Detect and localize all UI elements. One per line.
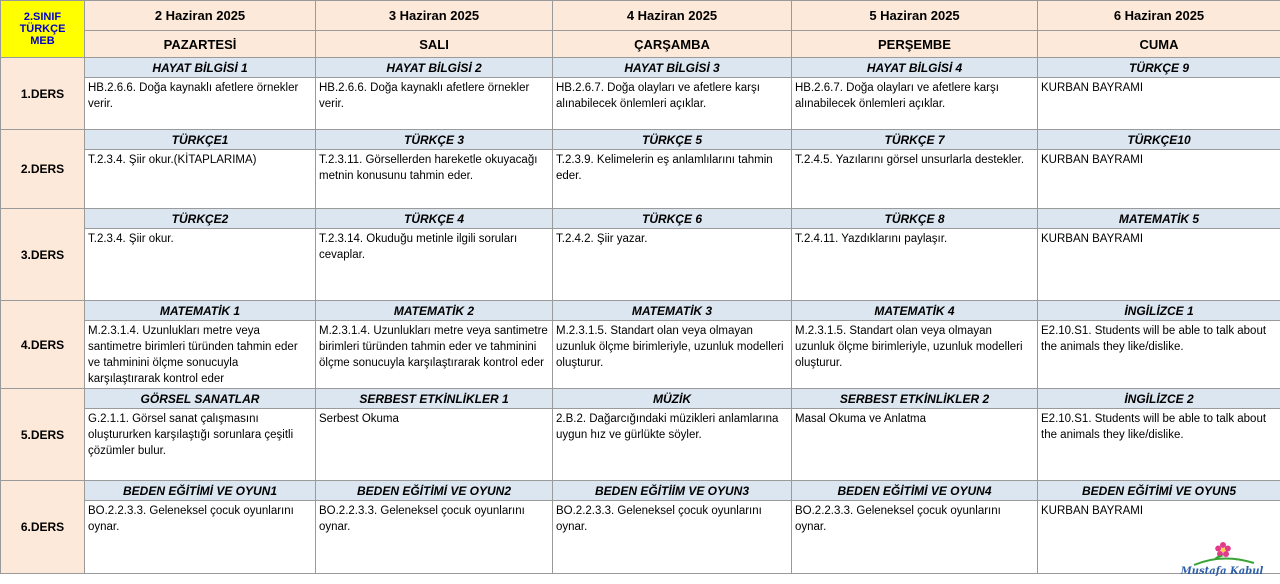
lesson-subject: BEDEN EĞİTİİM VE OYUN3 (553, 481, 792, 501)
lesson-objective: KURBAN BAYRAMI (1038, 229, 1280, 301)
lesson-subject: TÜRKÇE 4 (316, 209, 553, 229)
lesson-objective: T.2.3.4. Şiir okur. (85, 229, 316, 301)
lesson-objective: Masal Okuma ve Anlatma (792, 409, 1038, 481)
lesson-objective: T.2.3.9. Kelimelerin eş anlamlılarını tahmin eder. (553, 150, 792, 209)
period-label: 2.DERS (1, 130, 85, 209)
class-subject: TÜRKÇE (1, 23, 84, 35)
lesson-subject: TÜRKÇE1 (85, 130, 316, 150)
subject-row (1, 209, 1280, 229)
lesson-subject: MATEMATİK 5 (1038, 209, 1280, 229)
lesson-subject: BEDEN EĞİTİMİ VE OYUN2 (316, 481, 553, 501)
lesson-subject: TÜRKÇE 3 (316, 130, 553, 150)
date-header: 3 Haziran 2025 (316, 1, 553, 31)
date-header: 6 Haziran 2025 (1038, 1, 1280, 31)
lesson-objective: M.2.3.1.5. Standart olan veya olmayan uzunluk ölçme birimleriyle, uzunluk modelleri oluşturur. (553, 321, 792, 389)
subject-row (1, 130, 1280, 150)
class-title-cell (1, 1, 85, 58)
lesson-subject: TÜRKÇE2 (85, 209, 316, 229)
lesson-objective: BO.2.2.3.3. Geleneksel çocuk oyunlarını oynar. (316, 501, 553, 574)
period-label: 3.DERS (1, 209, 85, 301)
lesson-subject: TÜRKÇE 8 (792, 209, 1038, 229)
description-row (1, 409, 1280, 481)
lesson-subject: TÜRKÇE 6 (553, 209, 792, 229)
lesson-objective: KURBAN BAYRAMI (1038, 150, 1280, 209)
description-row (1, 501, 1280, 574)
lesson-objective: M.2.3.1.5. Standart olan veya olmayan uzunluk ölçme birimleriyle, uzunluk modelleri oluşturur. (792, 321, 1038, 389)
lesson-objective: 2.B.2. Dağarcığındaki müzikleri anlamlarına uygun hız ve gürlükte söyler. (553, 409, 792, 481)
lesson-objective: M.2.3.1.4. Uzunlukları metre veya santimetre birimleri türünden tahmin eder ve tahminini ölçme sonucuyla karşılaştırarak kontrol eder (316, 321, 553, 389)
lesson-objective: E2.10.S1. Students will be able to talk about the animals they like/dislike. (1038, 409, 1280, 481)
day-header: CUMA (1038, 31, 1280, 58)
lesson-objective: Serbest Okuma (316, 409, 553, 481)
lesson-subject: TÜRKÇE 5 (553, 130, 792, 150)
lesson-subject: TÜRKÇE 9 (1038, 58, 1280, 78)
lesson-subject: SERBEST ETKİNLİKLER 2 (792, 389, 1038, 409)
subject-row (1, 301, 1280, 321)
lesson-objective: M.2.3.1.4. Uzunlukları metre veya santimetre birimleri türünden tahmin eder ve tahminini ölçme sonucuyla karşılaştırarak kontrol eder (85, 321, 316, 389)
lesson-objective: HB.2.6.6. Doğa kaynaklı afetlere örnekler verir. (85, 78, 316, 130)
subject-row (1, 389, 1280, 409)
lesson-subject: HAYAT BİLGİSİ 4 (792, 58, 1038, 78)
lesson-subject: BEDEN EĞİTİMİ VE OYUN1 (85, 481, 316, 501)
lesson-objective: BO.2.2.3.3. Geleneksel çocuk oyunlarını oynar. (553, 501, 792, 574)
period-label: 6.DERS (1, 481, 85, 574)
period-label: 1.DERS (1, 58, 85, 130)
date-header: 4 Haziran 2025 (553, 1, 792, 31)
lesson-subject: MATEMATİK 4 (792, 301, 1038, 321)
day-header: PAZARTESİ (85, 31, 316, 58)
lesson-subject: MATEMATİK 2 (316, 301, 553, 321)
day-header: PERŞEMBE (792, 31, 1038, 58)
lesson-subject: HAYAT BİLGİSİ 3 (553, 58, 792, 78)
lesson-subject: GÖRSEL SANATLAR (85, 389, 316, 409)
lesson-subject: MATEMATİK 1 (85, 301, 316, 321)
lesson-objective: G.2.1.1. Görsel sanat çalışmasını oluştururken karşılaştığı sorunlara çeşitli çözümler bulur. (85, 409, 316, 481)
lesson-subject: BEDEN EĞİTİMİ VE OYUN4 (792, 481, 1038, 501)
lesson-objective: T.2.4.11. Yazdıklarını paylaşır. (792, 229, 1038, 301)
lesson-objective: HB.2.6.7. Doğa olayları ve afetlere karşı alınabilecek önlemleri açıklar. (553, 78, 792, 130)
lesson-subject: TÜRKÇE 7 (792, 130, 1038, 150)
lesson-objective: T.2.4.5. Yazılarını görsel unsurlarla destekler. (792, 150, 1038, 209)
class-level: 2.SINIF (1, 11, 84, 23)
day-header: ÇARŞAMBA (553, 31, 792, 58)
lesson-subject: SERBEST ETKİNLİKLER 1 (316, 389, 553, 409)
lesson-objective: T.2.3.11. Görsellerden hareketle okuyacağı metnin konusunu tahmin eder. (316, 150, 553, 209)
lesson-objective: HB.2.6.7. Doğa olayları ve afetlere karşı alınabilecek önlemleri açıklar. (792, 78, 1038, 130)
subject-row (1, 58, 1280, 78)
lesson-subject: MÜZİK (553, 389, 792, 409)
signature-text: Mustafa Kabul (1174, 566, 1270, 577)
lesson-objective: E2.10.S1. Students will be able to talk about the animals they like/dislike. (1038, 321, 1280, 389)
lesson-subject: MATEMATİK 3 (553, 301, 792, 321)
date-header: 2 Haziran 2025 (85, 1, 316, 31)
description-row (1, 78, 1280, 130)
lesson-objective: T.2.3.14. Okuduğu metinle ilgili soruları cevaplar. (316, 229, 553, 301)
lesson-objective: KURBAN BAYRAMI (1038, 78, 1280, 130)
day-row (1, 31, 1280, 58)
lesson-objective: T.2.4.2. Şiir yazar. (553, 229, 792, 301)
lesson-rows (1, 58, 1280, 574)
day-header: SALI (316, 31, 553, 58)
period-label: 5.DERS (1, 389, 85, 481)
lesson-objective: KURBAN BAYRAMI (1038, 501, 1280, 574)
lesson-subject: HAYAT BİLGİSİ 1 (85, 58, 316, 78)
lesson-subject: HAYAT BİLGİSİ 2 (316, 58, 553, 78)
description-row (1, 150, 1280, 209)
signature-logo (1174, 539, 1270, 579)
description-row (1, 229, 1280, 301)
lesson-subject: İNGİLİZCE 1 (1038, 301, 1280, 321)
lesson-subject: TÜRKÇE10 (1038, 130, 1280, 150)
lesson-objective: BO.2.2.3.3. Geleneksel çocuk oyunlarını oynar. (792, 501, 1038, 574)
lesson-subject: İNGİLİZCE 2 (1038, 389, 1280, 409)
period-label: 4.DERS (1, 301, 85, 389)
date-row (1, 1, 1280, 31)
lesson-objective: HB.2.6.6. Doğa kaynaklı afetlere örnekler verir. (316, 78, 553, 130)
lesson-objective: BO.2.2.3.3. Geleneksel çocuk oyunlarını oynar. (85, 501, 316, 574)
lesson-subject: BEDEN EĞİTİMİ VE OYUN5 (1038, 481, 1280, 501)
subject-row (1, 481, 1280, 501)
lesson-objective: T.2.3.4. Şiir okur.(KİTAPLARIMA) (85, 150, 316, 209)
date-header: 5 Haziran 2025 (792, 1, 1038, 31)
description-row (1, 321, 1280, 389)
class-source: MEB (1, 35, 84, 47)
